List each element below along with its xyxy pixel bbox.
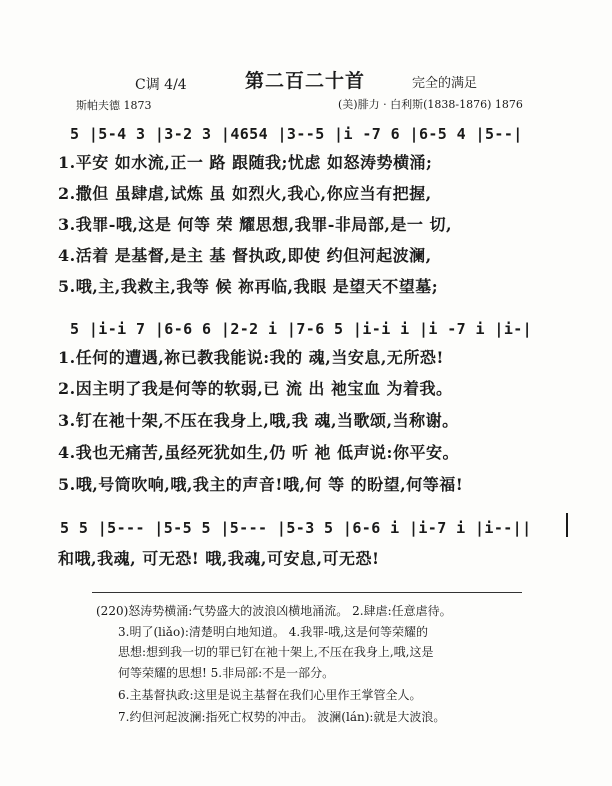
footnote-line: 6.主基督执政:这里是说主基督在我们心里作王掌管全人。 [118, 688, 422, 702]
verse-line: 5.哦,号筒吹响,哦,我主的声音!哦,何 等 的盼望,何等福! [58, 475, 464, 494]
hymn-title: 第二百二十首 [245, 70, 366, 92]
verse-line: 2.撒但 虽肆虐,试炼 虽 如烈火,我心,你应当有把握, [58, 184, 432, 203]
footnote-line: (220)怒涛势横涌:气势盛大的波浪凶横地涌流。 2.肆虐:任意虐待。 [96, 604, 452, 618]
verse-line: 3.钉在祂十架,不压在我身上,哦,我 魂,当歌颂,当称谢。 [58, 411, 459, 430]
refrain-line: 和哦,我魂, 可无恐! 哦,我魂,可安息,可无恐! [58, 549, 380, 568]
verse-line: 3.我罪-哦,这是 何等 荣 耀思想,我罪-非局部,是一 切, [58, 215, 453, 234]
footnote-divider [92, 592, 522, 593]
final-barline [566, 513, 568, 537]
notation-line: 5 |i-i 7 |6-6 6 |2-2 i |7-6 5 |i-i i |i -7 i |i-| [70, 320, 533, 338]
verse-line: 5.哦,主,我救主,我等 候 祢再临,我眼 是望天不望墓; [58, 277, 439, 296]
notation-line: 5 |5-4 3 |3-2 3 |4654 |3--5 |i -7 6 |6-5 4 |5--| [70, 125, 523, 143]
hymn-subtitle: 完全的满足 [412, 76, 478, 91]
verse-line: 1.平安 如水流,正一 路 跟随我;忧虑 如怒涛势横涌; [58, 153, 433, 172]
composer-credit: (美)腓力 · 白利斯(1838-1876) 1876 [338, 98, 523, 111]
footnote-line: 7.约但河起波澜:指死亡权势的冲击。 波澜(lán):就是大波浪。 [118, 710, 446, 724]
verse-line: 4.我也无痛苦,虽经死犹如生,仍 听 祂 低声说:你平安。 [58, 443, 459, 462]
notation-line: 5 5 |5--- |5-5 5 |5--- |5-3 5 |6-6 i |i-7 i |i--|| [60, 519, 532, 537]
verse-line: 4.活着 是基督,是主 基 督执政,即使 约但河起波澜, [58, 246, 432, 265]
lyricist-credit: 斯帕夫德 1873 [76, 99, 152, 112]
verse-line: 2.因主明了我是何等的软弱,已 流 出 祂宝血 为着我。 [58, 379, 453, 398]
footnote-line: 3.明了(liǎo):清楚明白地知道。 4.我罪-哦,这是何等荣耀的 [118, 625, 429, 639]
key-signature: C调 4/4 [135, 77, 187, 93]
verse-line: 1.任何的遭遇,祢已教我能说:我的 魂,当安息,无所恐! [58, 348, 444, 367]
footnote-line: 何等荣耀的思想! 5.非局部:不是一部分。 [118, 666, 335, 680]
footnote-line: 思想:想到我一切的罪已钉在祂十架上,不压在我身上,哦,这是 [118, 645, 434, 659]
